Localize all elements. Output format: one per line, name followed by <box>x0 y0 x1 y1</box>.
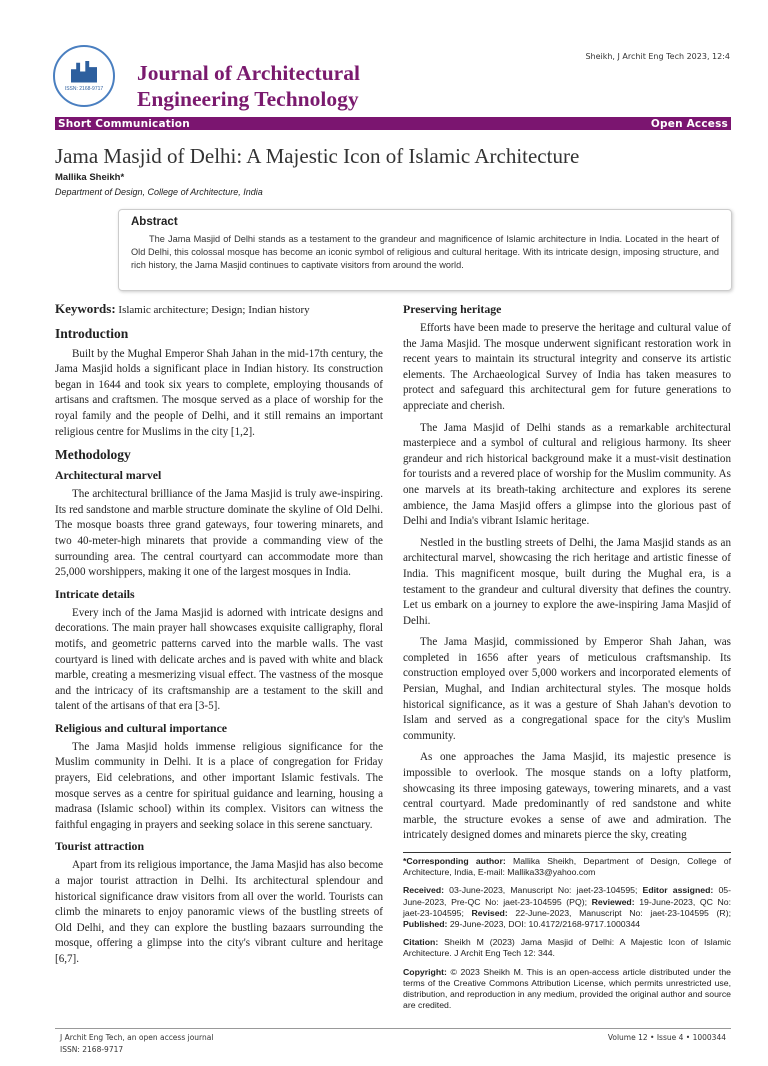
author: Mallika Sheikh* <box>55 172 125 183</box>
affiliation: Department of Design, College of Architecture, India <box>55 187 263 197</box>
label: Editor assigned: <box>642 885 714 896</box>
heading-intricate-details: Intricate details <box>55 586 135 601</box>
heading-tourist-attraction: Tourist attraction <box>55 839 145 854</box>
logo-issn: ISSN: 2168-9717 <box>64 85 104 92</box>
article-notes <box>403 852 731 1011</box>
paragraph: As one approaches the Jama Masjid, its majestic presence is impossible to overlook. The mosque stands on a lofty platform, showcasing its three imposing gateways, towering minarets, and a vast central courtyard. Made predominantly of red sandstone and white marble, the structure evokes a sense of awe and admiration. The intricately designed domes and minarets pierce the sky, creating <box>403 751 731 842</box>
right-column <box>403 301 731 1018</box>
heading-architectural-marvel: Architectural marvel <box>55 468 162 483</box>
columns <box>55 301 731 1018</box>
paragraph: The Jama Masjid, commissioned by Emperor Shah Jahan, was completed in 1656 after years of meticulous craftsmanship. Its construction employed over 5,000 workers and incorporated elements of Persian, Mughal, and Indian architectural styles. The mosque holds historical significance, as it was a gesture of Shah Jahan's devotion to Islam and served as a congregational space for the city's Muslim community. <box>403 636 731 742</box>
footer-left <box>60 1032 213 1056</box>
value: 03-June-2023, Manuscript No: jaet-23-104595; <box>444 885 643 896</box>
page-footer <box>55 1028 731 1066</box>
label: Citation: <box>403 937 439 948</box>
value: 05-June-2023, Pre-QC No: jaet-23-104595 (PQ); <box>403 885 732 907</box>
label: Copyright: <box>403 966 447 977</box>
paragraph: Built by the Mughal Emperor Shah Jahan in the mid-17th century, the Jama Masjid holds a significant place in Indian history. Its construction began in 1644 and took six years to complete, employing thousands of artisans and craftsmen. The mosque served as a place of worship for the royal family and the people of Delhi, and it still remains an important religious centre for Muslims in the city [1,2]. <box>55 347 383 438</box>
paragraph: The architectural brilliance of the Jama Masjid is truly awe-inspiring. Its red sandstone and marble structure dominate the skyline of Old Delhi. The mosque boasts three grand gateways, four towering minarets, and two 40-meter-high minarets that provide a commanding view of the surrounding area. The central courtyard can accommodate more than 25,000 worshippers, making it one of the largest mosques in India. <box>55 488 383 579</box>
keywords <box>55 301 383 319</box>
value: 19-June-2023, QC No: jaet-23-104595; <box>403 896 732 918</box>
running-citation: Sheikh, J Archit Eng Tech 2023, 12:4 <box>585 52 730 61</box>
label: Received: <box>403 885 445 896</box>
journal-title-line2: Engineering Technology <box>137 87 359 111</box>
paragraph: Every inch of the Jama Masjid is adorned with intricate designs and decorations. The main prayer hall showcases exquisite calligraphy, floral motifs, and geometric patterns carved into the marble walls. The vast courtyard is lined with delicate arches and is paved with white and black marble, creating a mesmerizing visual effect. The vastness of the mosque and the intricacy of its craftsmanship are a testament to the skill and talent of the artisans of that era [3-5]. <box>55 606 383 713</box>
article-type: Short Communication <box>58 117 190 130</box>
abstract-box <box>118 209 732 291</box>
label: Revised: <box>471 907 508 918</box>
value: Mallika Sheikh, Department of Design, College of Architecture, India, E-mail: Mallika33@yahoo.com <box>403 856 731 878</box>
value: Sheikh M (2023) Jama Masjid of Delhi: A Majestic Icon of Islamic Architecture. J Archit Eng Tech 12: 344. <box>403 937 731 959</box>
citation <box>403 937 731 959</box>
label: Published: <box>403 919 448 930</box>
keywords-label: Keywords: <box>55 301 116 316</box>
abstract-text: The Jama Masjid of Delhi stands as a testament to the grandeur and magnificence of Islamic architecture in India. Located in the heart of Old Delhi, this colossal mosque has become an iconic symbol of religious and cultural heritage. With its intricate design, imposing structure, and rich history, the Jama Masjid continues to captivate visitors from around the world. <box>131 234 719 270</box>
left-column <box>55 301 383 1018</box>
footer-issn: ISSN: 2168-9717 <box>60 1045 124 1055</box>
value: 22-June-2023, Manuscript No: jaet-23-104595 (R); <box>507 907 731 918</box>
footer-volume: Volume 12 • Issue 4 • 1000344 <box>607 1033 726 1043</box>
keywords-text: Islamic architecture; Design; Indian history <box>115 304 310 316</box>
value: © 2023 Sheikh M. This is an open-access article distributed under the terms of the Creative Commons Attribution License, which permits unrestricted use, distribution, and reproduction in any medium, provided the original author and source are credited. <box>403 966 731 1011</box>
heading-religious-importance: Religious and cultural importance <box>55 720 228 735</box>
abstract-heading: Abstract <box>131 216 178 228</box>
label: Reviewed: <box>591 896 635 907</box>
paragraph: Nestled in the bustling streets of Delhi, the Jama Masjid stands as an architectural marvel, showcasing the rich heritage and artistic finesse of India. This magnificent mosque, built during the Mughal era, is a testament to the grandeur and cultural diversity that defines the country. Let us embark on a journey to explore the awe-inspiring Jama Masjid of Delhi. <box>403 536 731 627</box>
heading-methodology: Methodology <box>55 447 131 463</box>
footer-journal: J Archit Eng Tech, an open access journal <box>60 1033 214 1043</box>
copyright <box>403 967 731 1012</box>
article-title: Jama Masjid of Delhi: A Majestic Icon of Islamic Architecture <box>55 144 580 168</box>
dates <box>403 885 731 930</box>
open-access-label: Open Access <box>650 117 728 130</box>
journal-title-line1: Journal of Architectural <box>137 61 360 85</box>
value: 29-June-2023, DOI: 10.4172/2168-9717.1000344 <box>447 919 641 930</box>
paragraph: The Jama Masjid holds immense religious significance for the Muslim community in Delhi. It is a place of congregation for Friday prayers, Eid celebrations, and other important Islamic festivals. The mosque serves as a centre for spiritual guidance and learning, housing a madrasa (Islamic school) within its complex. Visitors can witness the faithful engaging in prayers and seeking solace in this serene sanctuary. <box>55 740 383 831</box>
paragraph: Apart from its religious importance, the Jama Masjid has also become a major tourist attraction in Delhi. Its architectural splendour and historical significance draw visitors from all over the world. Tourists can climb the minarets to enjoy panoramic views of the bustling streets of Old Delhi, and they can explore the bustling bazaars surrounding the mosque, offering a glimpse into the city's vibrant culture and heritage [6,7]. <box>55 859 383 965</box>
paragraph: Efforts have been made to preserve the heritage and cultural value of the Jama Masjid. The mosque underwent significant restoration work in recent years to maintain its structural integrity and conserve its artistic elements. The Archaeological Survey of India has taken measures to protect and safeguard this architectural gem for future generations to appreciate and cherish. <box>403 322 731 412</box>
corresponding-author <box>403 856 731 878</box>
paragraph: The Jama Masjid of Delhi stands as a remarkable architectural masterpiece and a symbol of cultural and religious harmony. Its sheer grandeur and rich historical background make it a must-visit destination for tourists and a revered place of worship for the Muslim community. As one marvels at its breath-taking architecture and explores its serene ambience, the Jama Masjid offers a glimpse into the glorious past of Delhi and India's vibrant Islamic heritage. <box>403 421 731 528</box>
heading-introduction: Introduction <box>55 325 129 341</box>
heading-preserving-heritage: Preserving heritage <box>403 302 502 316</box>
label: *Corresponding author: <box>403 856 506 866</box>
